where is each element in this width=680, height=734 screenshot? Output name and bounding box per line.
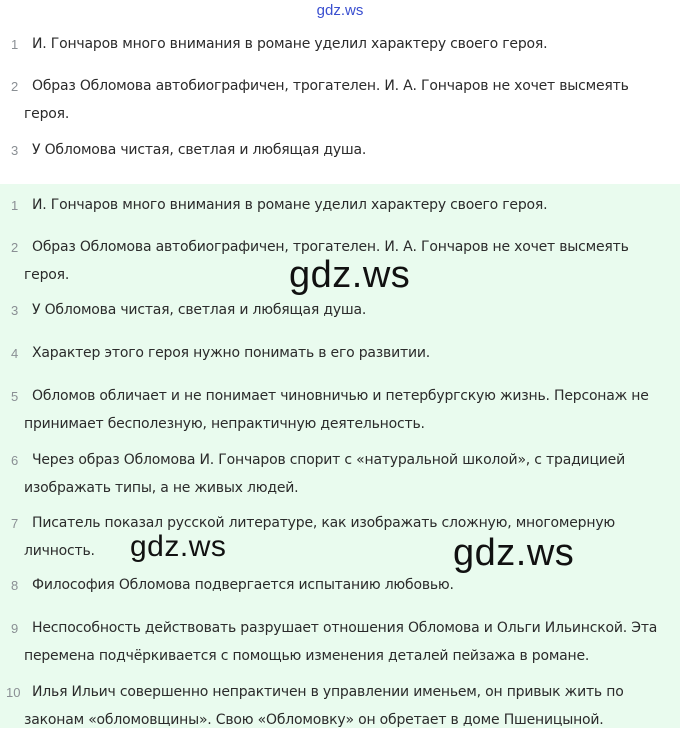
item-text: Образ Обломова автобиографичен, трогателен. И. А. Гончаров не хочет высмеять героя. <box>24 239 629 283</box>
item-number: 1 <box>11 37 19 52</box>
item-text: Характер этого героя нужно понимать в его развитии. <box>32 345 431 361</box>
item-text: У Обломова чистая, светлая и любящая душа. <box>32 142 367 158</box>
item-number: 1 <box>11 198 19 213</box>
item-text: У Обломова чистая, светлая и любящая душа. <box>32 302 367 318</box>
site-watermark-lower-right: gdz.ws <box>453 532 575 574</box>
item-number: 10 <box>6 685 21 700</box>
item-text: Образ Обломова автобиографичен, трогателен. И. А. Гончаров не хочет высмеять героя. <box>24 78 629 122</box>
item-number: 7 <box>11 516 19 531</box>
item-number: 8 <box>11 578 19 593</box>
item-number: 6 <box>11 453 19 468</box>
item-number: 3 <box>11 303 19 318</box>
item-number: 4 <box>11 346 19 361</box>
item-text: Писатель показал русской литературе, как изображать сложную, многомерную личность. <box>24 515 615 559</box>
item-text: Обломов обличает и не понимает чиновничью и петербургскую жизнь. Персонаж не принимает бесполезную, непрактичную деятельность. <box>24 388 649 432</box>
site-watermark-top: gdz.ws <box>316 2 364 19</box>
item-text: Неспособность действовать разрушает отношения Обломова и Ольги Ильинской. Эта перемена подчёркивается с помощью изменения деталей пейзажа в романе. <box>24 620 658 664</box>
item-text: Философия Обломова подвергается испытанию любовью. <box>32 577 454 593</box>
site-watermark-center: gdz.ws <box>289 254 411 296</box>
item-number: 9 <box>11 621 19 636</box>
item-text: Через образ Обломова И. Гончаров спорит с «натуральной школой», с традицией изображать типы, а не живых людей. <box>24 452 625 496</box>
item-number: 2 <box>11 240 19 255</box>
item-number: 5 <box>11 389 19 404</box>
item-text: И. Гончаров много внимания в романе уделил характеру своего героя. <box>32 197 548 213</box>
site-watermark-lower-left: gdz.ws <box>130 530 227 563</box>
item-text: И. Гончаров много внимания в романе уделил характеру своего героя. <box>32 36 548 52</box>
item-text: Илья Ильич совершенно непрактичен в управлении именьем, он привык жить по законам «обломовщины». Свою «Обломовку» он обретает в доме Пшеницыной. <box>24 684 624 728</box>
item-number: 2 <box>11 79 19 94</box>
item-number: 3 <box>11 143 19 158</box>
